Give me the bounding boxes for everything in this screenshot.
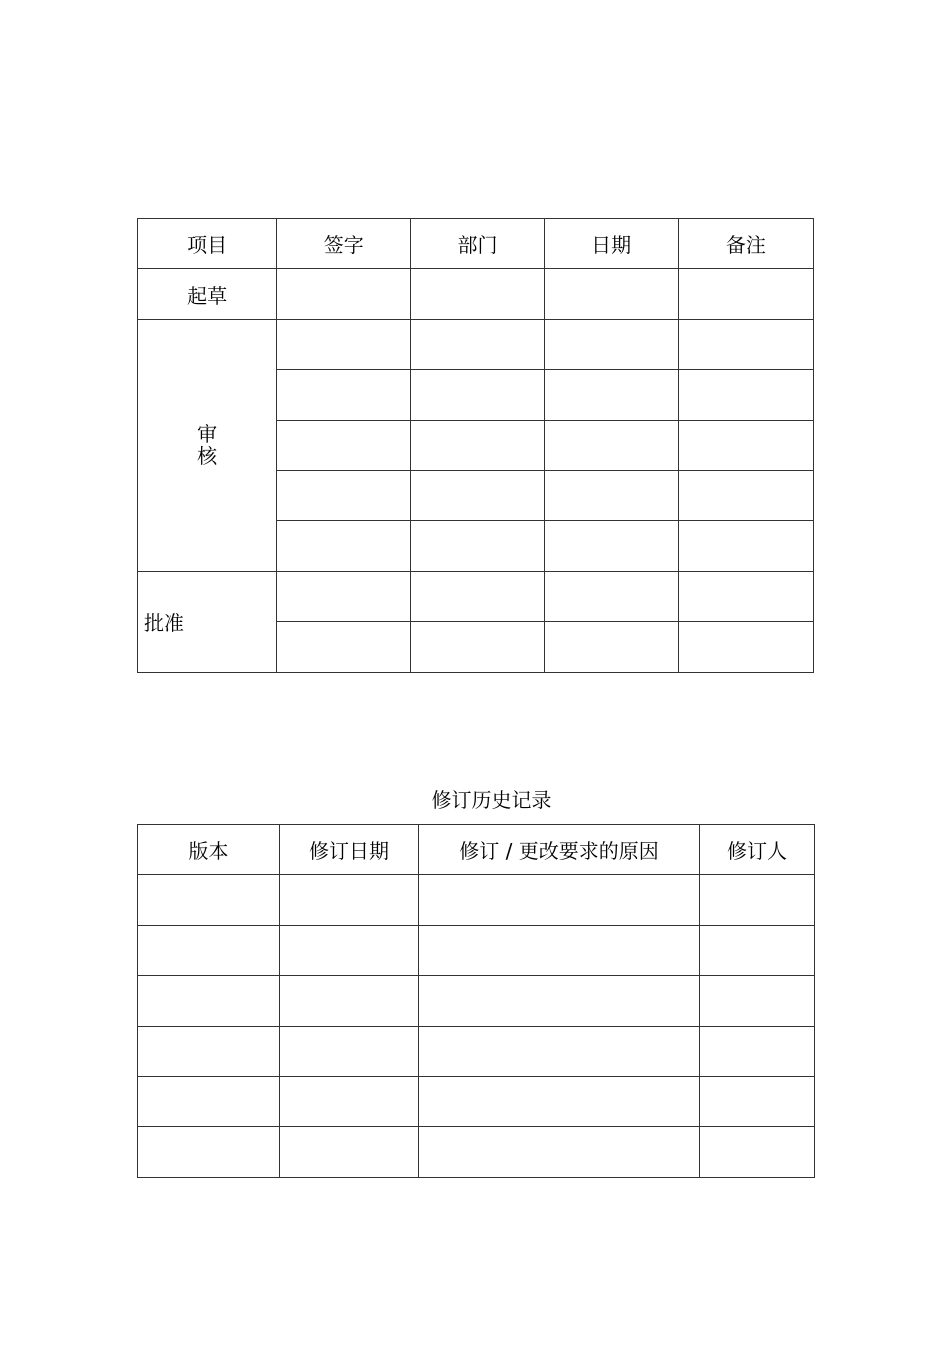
table-cell[interactable] <box>280 976 419 1026</box>
row-label-review <box>138 319 277 571</box>
header-cell-remarks: 备注 <box>678 219 813 269</box>
table-cell[interactable] <box>419 925 700 975</box>
table-cell[interactable] <box>678 521 813 571</box>
row-label-approve: 批准 <box>138 571 277 672</box>
table-cell[interactable] <box>419 875 700 925</box>
header-cell-version: 版本 <box>138 825 280 875</box>
header-cell-signature: 签字 <box>277 219 411 269</box>
header-cell-revision-date: 修订日期 <box>280 825 419 875</box>
table-cell[interactable] <box>138 1127 280 1177</box>
table-row <box>138 925 815 975</box>
table-cell[interactable] <box>419 1026 700 1076</box>
header-cell-date: 日期 <box>544 219 678 269</box>
table-cell[interactable] <box>419 976 700 1026</box>
table-cell[interactable] <box>411 420 544 470</box>
table-cell[interactable] <box>411 622 544 672</box>
table-row <box>138 976 815 1026</box>
table-cell[interactable] <box>419 1127 700 1177</box>
table-cell[interactable] <box>678 470 813 520</box>
table-cell[interactable] <box>544 370 678 420</box>
table-cell[interactable] <box>544 521 678 571</box>
table-cell[interactable] <box>678 571 813 621</box>
table-cell[interactable] <box>678 319 813 369</box>
table-cell[interactable] <box>544 622 678 672</box>
table-cell[interactable] <box>700 1127 815 1177</box>
table-row <box>138 269 814 319</box>
table-cell[interactable] <box>419 1076 700 1126</box>
table-header-row <box>138 825 815 875</box>
table-cell[interactable] <box>544 420 678 470</box>
table-cell[interactable] <box>280 1127 419 1177</box>
table-cell[interactable] <box>700 875 815 925</box>
table-row <box>138 1026 815 1076</box>
table-cell[interactable] <box>277 571 411 621</box>
table-cell[interactable] <box>277 622 411 672</box>
header-cell-revision-reason: 修订 / 更改要求的原因 <box>419 825 700 875</box>
row-label-review-text: 审核 <box>197 421 218 468</box>
table-row <box>138 319 814 369</box>
table-cell[interactable] <box>138 875 280 925</box>
table-cell[interactable] <box>411 571 544 621</box>
header-cell-item: 项目 <box>138 219 277 269</box>
table-cell[interactable] <box>280 875 419 925</box>
revision-history-title: 修订历史记录 <box>431 788 552 812</box>
table-cell[interactable] <box>544 571 678 621</box>
table-cell[interactable] <box>411 521 544 571</box>
table-cell[interactable] <box>138 1026 280 1076</box>
table-cell[interactable] <box>411 269 544 319</box>
table-cell[interactable] <box>138 925 280 975</box>
table-row <box>138 1127 815 1177</box>
approval-table <box>137 218 814 673</box>
table-row <box>138 571 814 621</box>
table-cell[interactable] <box>138 1076 280 1126</box>
table-row <box>138 875 815 925</box>
table-cell[interactable] <box>277 319 411 369</box>
revision-history-table <box>137 824 815 1178</box>
table-cell[interactable] <box>277 370 411 420</box>
table-cell[interactable] <box>544 269 678 319</box>
table-cell[interactable] <box>277 420 411 470</box>
table-cell[interactable] <box>277 521 411 571</box>
row-label-draft: 起草 <box>138 269 277 319</box>
table-cell[interactable] <box>411 319 544 369</box>
table-cell[interactable] <box>544 319 678 369</box>
table-cell[interactable] <box>678 370 813 420</box>
table-cell[interactable] <box>700 925 815 975</box>
table-cell[interactable] <box>138 976 280 1026</box>
table-header-row <box>138 219 814 269</box>
header-cell-reviser: 修订人 <box>700 825 815 875</box>
table-cell[interactable] <box>411 370 544 420</box>
table-cell[interactable] <box>277 269 411 319</box>
table-cell[interactable] <box>678 420 813 470</box>
table-cell[interactable] <box>280 1026 419 1076</box>
table-cell[interactable] <box>277 470 411 520</box>
table-cell[interactable] <box>700 1026 815 1076</box>
table-cell[interactable] <box>544 470 678 520</box>
table-row <box>138 1076 815 1126</box>
table-cell[interactable] <box>280 1076 419 1126</box>
table-cell[interactable] <box>700 1076 815 1126</box>
table-cell[interactable] <box>280 925 419 975</box>
table-cell[interactable] <box>700 976 815 1026</box>
table-cell[interactable] <box>678 622 813 672</box>
table-cell[interactable] <box>678 269 813 319</box>
header-cell-department: 部门 <box>411 219 544 269</box>
table-cell[interactable] <box>411 470 544 520</box>
